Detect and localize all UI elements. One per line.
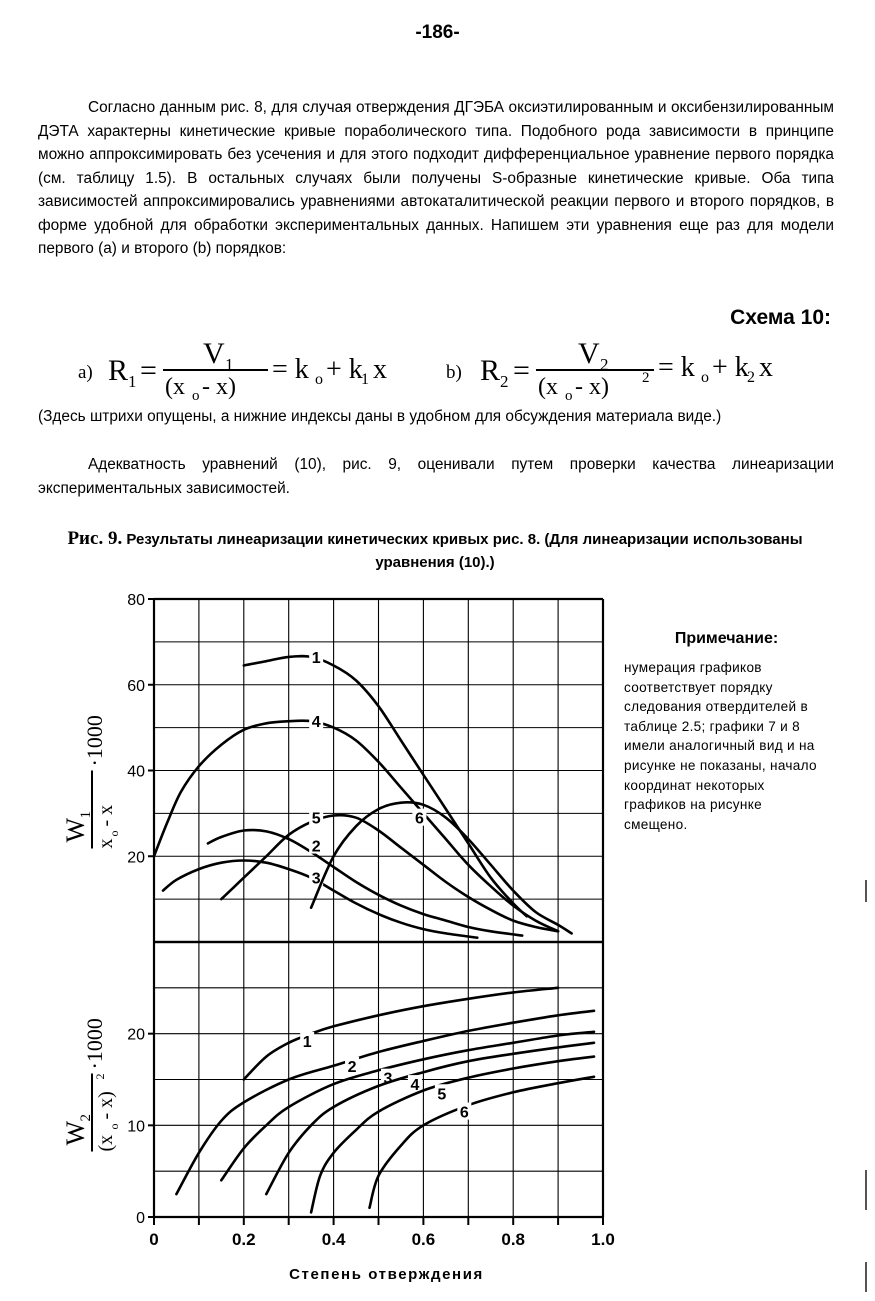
- bottom-series-1-label: 1: [302, 1034, 312, 1051]
- bottom-ylabel-den: (x: [95, 1134, 117, 1152]
- xlabel: Степень отверждения: [289, 1266, 484, 1283]
- top-ylabel-den: x: [95, 838, 117, 849]
- top-series-3-label: 3: [311, 870, 321, 888]
- xtick-label: 0: [149, 1230, 159, 1249]
- top-series-1-line: [244, 656, 527, 916]
- top-ylabel: [61, 715, 121, 848]
- formula-b-rhs-sub2: 2: [747, 369, 755, 386]
- linearization-chart: [40, 585, 620, 1290]
- xtick-label: 1.0: [591, 1230, 615, 1249]
- paragraph-adequacy: Адекватность уравнений (10), рис. 9, оценивали путем проверки качества линеаризации экспериментальных зависимостей.: [38, 456, 834, 497]
- formula-a-rhs-plus: + k: [326, 354, 363, 385]
- formula-b-denominator: (x: [538, 374, 558, 400]
- formula-b-eq: =: [513, 354, 530, 387]
- top-ytick-label: 80: [127, 592, 145, 609]
- formula-a-denominator: (x: [165, 374, 185, 400]
- formula-b-rhs-x: x: [759, 352, 773, 383]
- formula-b-numerator-sub: 2: [600, 355, 609, 374]
- formula-a-rhs-sub0: o: [315, 371, 323, 388]
- scan-edge-mark: [865, 1262, 867, 1292]
- formula-a-eq: =: [140, 354, 157, 387]
- bottom-ylabel-den-sup: 2: [93, 1073, 107, 1080]
- page-number: -186-: [415, 22, 460, 43]
- bottom-ylabel-den-sub: o: [107, 1123, 121, 1130]
- bottom-ytick-label: 10: [127, 1118, 145, 1136]
- bottom-ylabel: [61, 1018, 121, 1151]
- bottom-series-2-label: 2: [347, 1058, 357, 1076]
- bottom-series-3-label: 3: [383, 1070, 393, 1088]
- paragraph-intro: Согласно данным рис. 8, для случая отверждения ДГЭБА оксиэтилированным и оксибензилированным ДЭТА характерны кинетические кривые пораболического типа. Подобного рода зависимости в принципе можно аппроксимировать без усечения и для этого подходит дифференциальное уравнение первого порядка (см. таблицу 1.5). В остальных случаях были получены S-образные кинетические кривые. Оба типа зависимостей аппроксимировались уравнениями автокаталитической реакции первого и второго порядков, в форме удобной для обработки экспериментальных данных. Напишем эти уравнения еще раз для модели первого (а) и второго (b) порядков:: [38, 99, 834, 257]
- top-ytick-label: 60: [127, 677, 145, 695]
- top-series-4-label: 4: [311, 714, 321, 732]
- formula-b-lhs: R: [480, 354, 501, 387]
- bottom-ylabel-w: W: [61, 1120, 90, 1146]
- top-ylabel-den-end: - x: [95, 804, 117, 827]
- bottom-series-5-label: 5: [437, 1086, 447, 1104]
- formula-a-label: а): [78, 362, 93, 383]
- formula-b-label: b): [446, 362, 462, 383]
- xtick-label: 0.4: [321, 1230, 346, 1249]
- bottom-ylabel-den-end: - x): [95, 1091, 117, 1120]
- top-ylabel-den-sub: o: [107, 830, 121, 837]
- top-ytick-label: 20: [127, 849, 145, 867]
- top-series-2-label: 2: [311, 838, 321, 856]
- formula-b-rhs: = k: [658, 352, 695, 383]
- scheme-formulas: [0, 330, 875, 410]
- formula-a-numerator-sub: 1: [225, 355, 234, 374]
- top-ytick-label: 40: [127, 763, 145, 781]
- formula-a-denominator-end: - x): [202, 374, 236, 400]
- scan-edge-mark: [865, 1170, 867, 1210]
- formula-b-denominator-end: - x): [575, 374, 609, 400]
- top-series-6-label: 6: [414, 810, 424, 828]
- formula-a-lhs: R: [108, 354, 129, 387]
- figure-caption-text: Результаты линеаризации кинетических кривых рис. 8. (Для линеаризации использованы уравнения (10).): [126, 531, 803, 571]
- formula-b-lhs-sub: 2: [500, 372, 509, 391]
- formula-a-numerator: V: [203, 337, 225, 370]
- bottom-ytick-label: 20: [127, 1026, 145, 1044]
- formula-a-rhs: = k: [272, 354, 309, 385]
- note-text: нумерация графиков соответствует порядку следования отвердителей в таблице 2.5; графики 7 и 8 имели аналогичный вид и на рисунке не показаны, начало координат некоторых графиков на рисунке смещено.: [624, 660, 817, 832]
- formula-b-rhs-sub0: o: [701, 369, 709, 386]
- bottom-ylabel-mult: ·1000: [82, 1018, 107, 1070]
- formula-a-lhs-sub: 1: [128, 372, 137, 391]
- formula-b-numerator: V: [578, 337, 600, 370]
- figure-note: [624, 630, 829, 834]
- bottom-series-6-line: [370, 1077, 595, 1208]
- top-ylabel-mult: ·1000: [82, 715, 107, 767]
- formula-b-denominator-sub: o: [565, 388, 573, 404]
- bottom-series-6-label: 6: [459, 1104, 469, 1122]
- top-ylabel-w-sub: 1: [78, 811, 94, 819]
- figure-caption-prefix: Рис. 9.: [67, 528, 123, 549]
- formula-a-rhs-sub1: 1: [361, 371, 369, 388]
- xtick-label: 0.8: [501, 1230, 526, 1249]
- top-series-6-line: [311, 802, 571, 933]
- formula-b-rhs-plus: + k: [712, 352, 749, 383]
- formula-b-denominator-sup: 2: [642, 370, 650, 386]
- scan-edge-mark: [865, 880, 867, 902]
- note-title: Примечание:: [674, 630, 779, 647]
- xtick-label: 0.6: [411, 1230, 436, 1249]
- bottom-ylabel-w-sub: 2: [78, 1114, 94, 1122]
- paragraph-note: (Здесь штрихи опущены, а нижние индексы даны в удобном для обсуждения материала виде.): [38, 408, 722, 425]
- xtick-label: 0.2: [231, 1230, 256, 1249]
- bottom-ytick-label: 0: [136, 1210, 145, 1227]
- top-ylabel-w: W: [61, 817, 90, 843]
- figure-caption: [40, 527, 830, 574]
- bottom-series-4-label: 4: [410, 1077, 420, 1095]
- formula-a-rhs-x: x: [373, 354, 387, 385]
- formula-a-denominator-sub: o: [192, 388, 200, 404]
- bottom-series-3-line: [221, 1032, 594, 1181]
- top-series-1-label: 1: [311, 649, 321, 667]
- scheme-title: Схема 10:: [730, 306, 831, 329]
- top-series-5-label: 5: [311, 810, 321, 828]
